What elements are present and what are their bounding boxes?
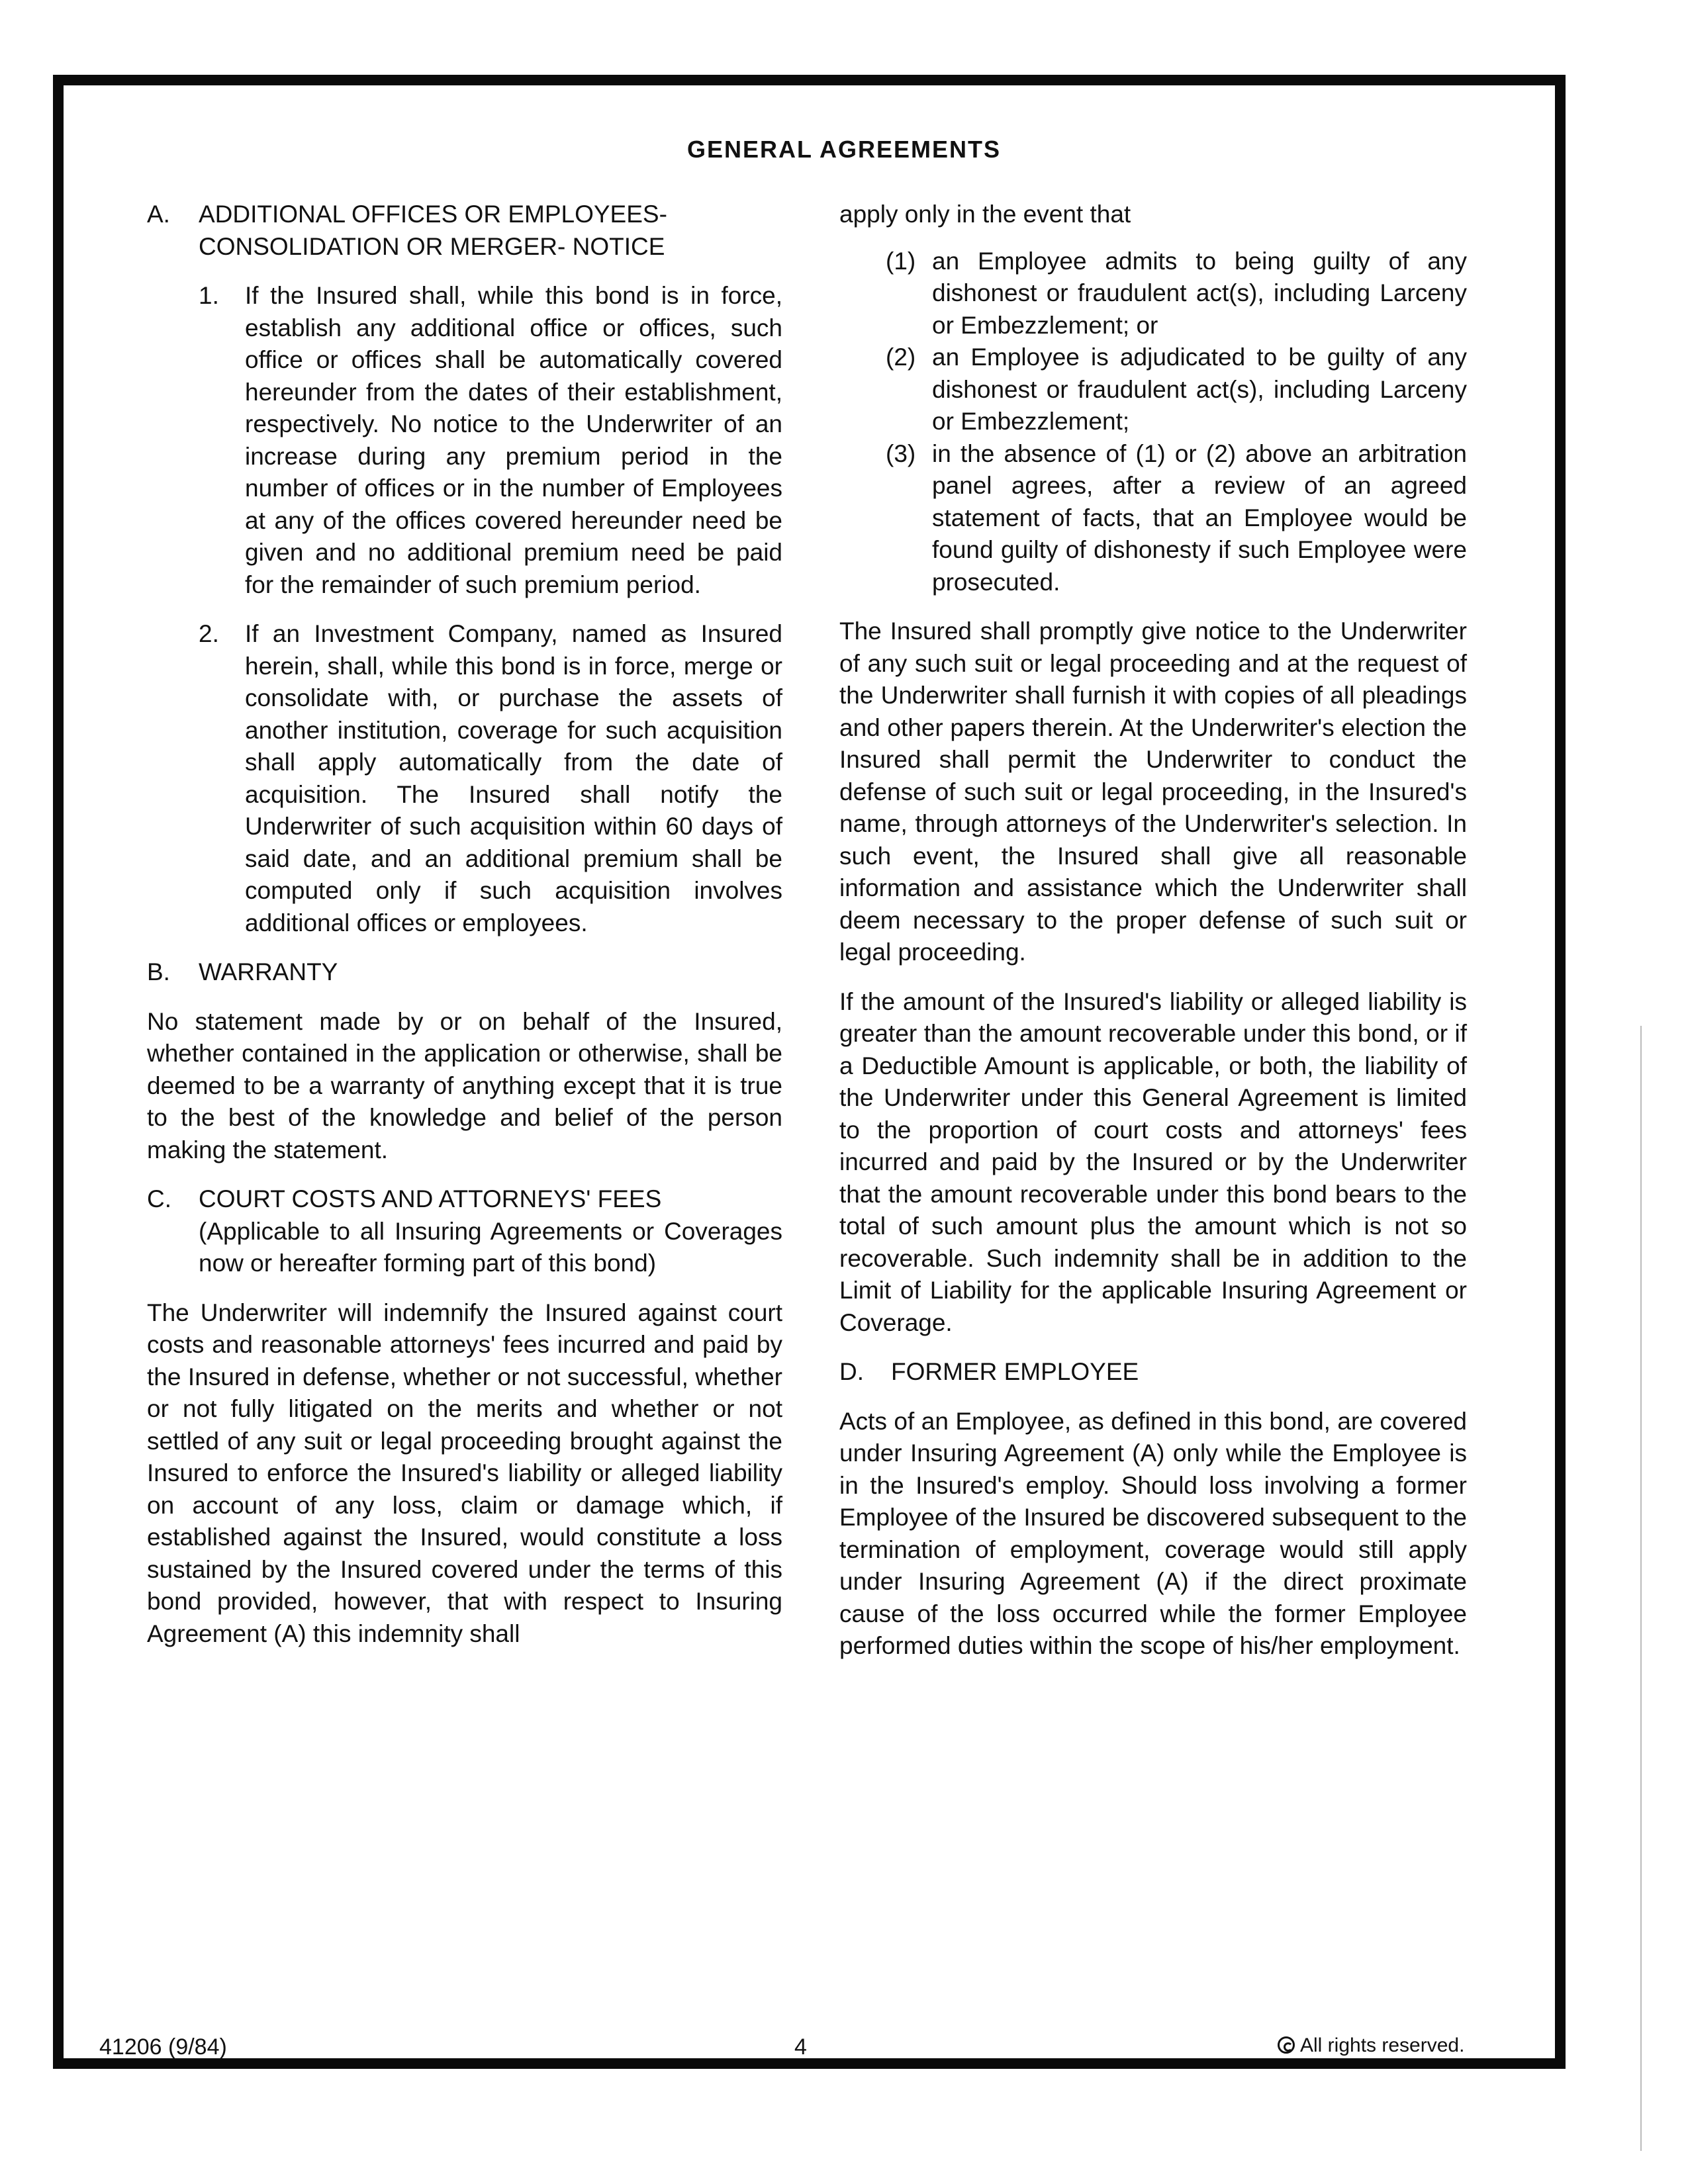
section-a-item-2 (199, 618, 782, 939)
section-b-body: No statement made by or on behalf of the Insured, whether contained in the application or otherwise, shall be deemed to be a warranty of anything except that it is true to the best of the knowledge and belief of the person making the statement. (147, 1007, 782, 1163)
condition-3-marker: (3) (886, 439, 916, 467)
section-a-marker: A. (147, 201, 170, 228)
scan-margin-line (1640, 1026, 1642, 2151)
form-number: 41206 (9/84) (99, 2034, 227, 2060)
right-column (839, 199, 1467, 1662)
section-c-body-3: If the amount of the Insured's liability or alleged liability is greater than the amount recoverable under this bond, or if a Deductible Amount is applicable, or both, the liability of the Underwriter under this General Agreement is limited to the proportion of court costs and attorneys' fees incurred and paid by the Insured or by the Underwriter that the amount recoverable under this bond bears to the total of such amount plus the amount which is not so recoverable. Such indemnity shall be in addition to the Limit of Liability for the applicable Insuring Agreement or Coverage. (839, 987, 1467, 1336)
section-c-continuation: apply only in the event that (839, 201, 1131, 228)
item-2-text: If an Investment Company, named as Insured herein, shall, while this bond is in force, merge or consolidate with, or purchase the assets of another institution, coverage for such acquisition shall apply automatically from the date of acquisition. The Insured shall notify the Underwriter of such acquisition within 60 days of said date, and an additional premium shall be computed only if such acquisition involves additional offices or employees. (245, 620, 782, 936)
section-c-heading (147, 1183, 782, 1216)
left-column (147, 199, 782, 1650)
item-2-marker: 2. (199, 620, 219, 647)
rights-text: All rights reserved. (1300, 2034, 1465, 2056)
section-a-heading (147, 199, 782, 263)
section-b-marker: B. (147, 958, 170, 985)
condition-1 (886, 246, 1467, 342)
section-b-title: WARRANTY (199, 958, 338, 985)
section-d-title: FORMER EMPLOYEE (891, 1358, 1139, 1385)
section-d-heading (839, 1356, 1467, 1388)
section-c-subheading: (Applicable to all Insuring Agreements or Coverages now or hereafter forming part of this bond) (199, 1217, 782, 1277)
condition-3 (886, 438, 1467, 599)
section-c-marker: C. (147, 1185, 171, 1212)
section-b-heading (147, 956, 782, 989)
section-a-item-1 (199, 280, 782, 601)
item-1-marker: 1. (199, 282, 219, 309)
condition-1-text: an Employee admits to being guilty of any dishonest or fraudulent act(s), including Larceny or Embezzlement; or (932, 247, 1467, 339)
condition-1-marker: (1) (886, 247, 916, 275)
condition-2 (886, 341, 1467, 438)
condition-2-text: an Employee is adjudicated to be guilty of any dishonest or fraudulent act(s), including Larceny or Embezzlement; (932, 343, 1467, 435)
section-c-body-2: The Insured shall promptly give notice to the Underwriter of any such suit or legal proceeding and at the request of the Underwriter shall furnish it with copies of all pleadings and other papers therein. At the Underwriter's election the Insured shall permit the Underwriter to conduct the defense of such suit or legal proceeding, in the Insured's name, through attorneys of the Underwriter's selection. In such event, the Insured shall give all reasonable information and assistance which the Underwriter shall deem necessary to the proper defense of such suit or legal proceeding. (839, 617, 1467, 966)
section-d-body: Acts of an Employee, as defined in this bond, are covered under Insuring Agreement (A) only while the Employee is in the Insured's employ. Should loss involving a former Employee of the Insured be discovered subsequent to the termination of employment, coverage would still apply under Insuring Agreement (A) if the direct proximate cause of the loss occurred while the former Employee performed duties within the scope of his/her employment. (839, 1407, 1467, 1659)
copyright-icon (1278, 2036, 1295, 2054)
section-c-title: COURT COSTS AND ATTORNEYS' FEES (199, 1185, 662, 1212)
condition-2-marker: (2) (886, 343, 916, 371)
section-d-marker: D. (839, 1358, 864, 1385)
condition-3-text: in the absence of (1) or (2) above an arbitration panel agrees, after a review of an agreed statement of facts, that an Employee would be found guilty of dishonesty if such Employee were prosecuted. (932, 439, 1467, 596)
section-a-title: ADDITIONAL OFFICES OR EMPLOYEES-CONSOLIDATION OR MERGER- NOTICE (199, 201, 667, 260)
page-number: 4 (794, 2034, 807, 2060)
rights-notice (1278, 2034, 1464, 2057)
page-title: GENERAL AGREEMENTS (686, 136, 1002, 163)
section-c-body-1: The Underwriter will indemnify the Insured against court costs and reasonable attorneys' fees incurred and paid by the Insured in defense, whether or not successful, whether or not fully litigated on the merits and whether or not settled of any suit or legal proceeding brought against the Insured to enforce the Insured's liability or alleged liability on account of any loss, claim or damage which, if established against the Insured, would constitute a loss sustained by the Insured covered under the terms of this bond provided, however, that with respect to Insuring Agreement (A) this indemnity shall (147, 1298, 782, 1647)
item-1-text: If the Insured shall, while this bond is in force, establish any additional office or offices, such office or offices shall be automatically covered hereunder from the dates of their establishment, respectively. No notice to the Underwriter of an increase during any premium period in the number of offices or in the number of Employees at any of the offices covered hereunder need be given and no additional premium need be paid for the remainder of such premium period. (245, 282, 782, 598)
